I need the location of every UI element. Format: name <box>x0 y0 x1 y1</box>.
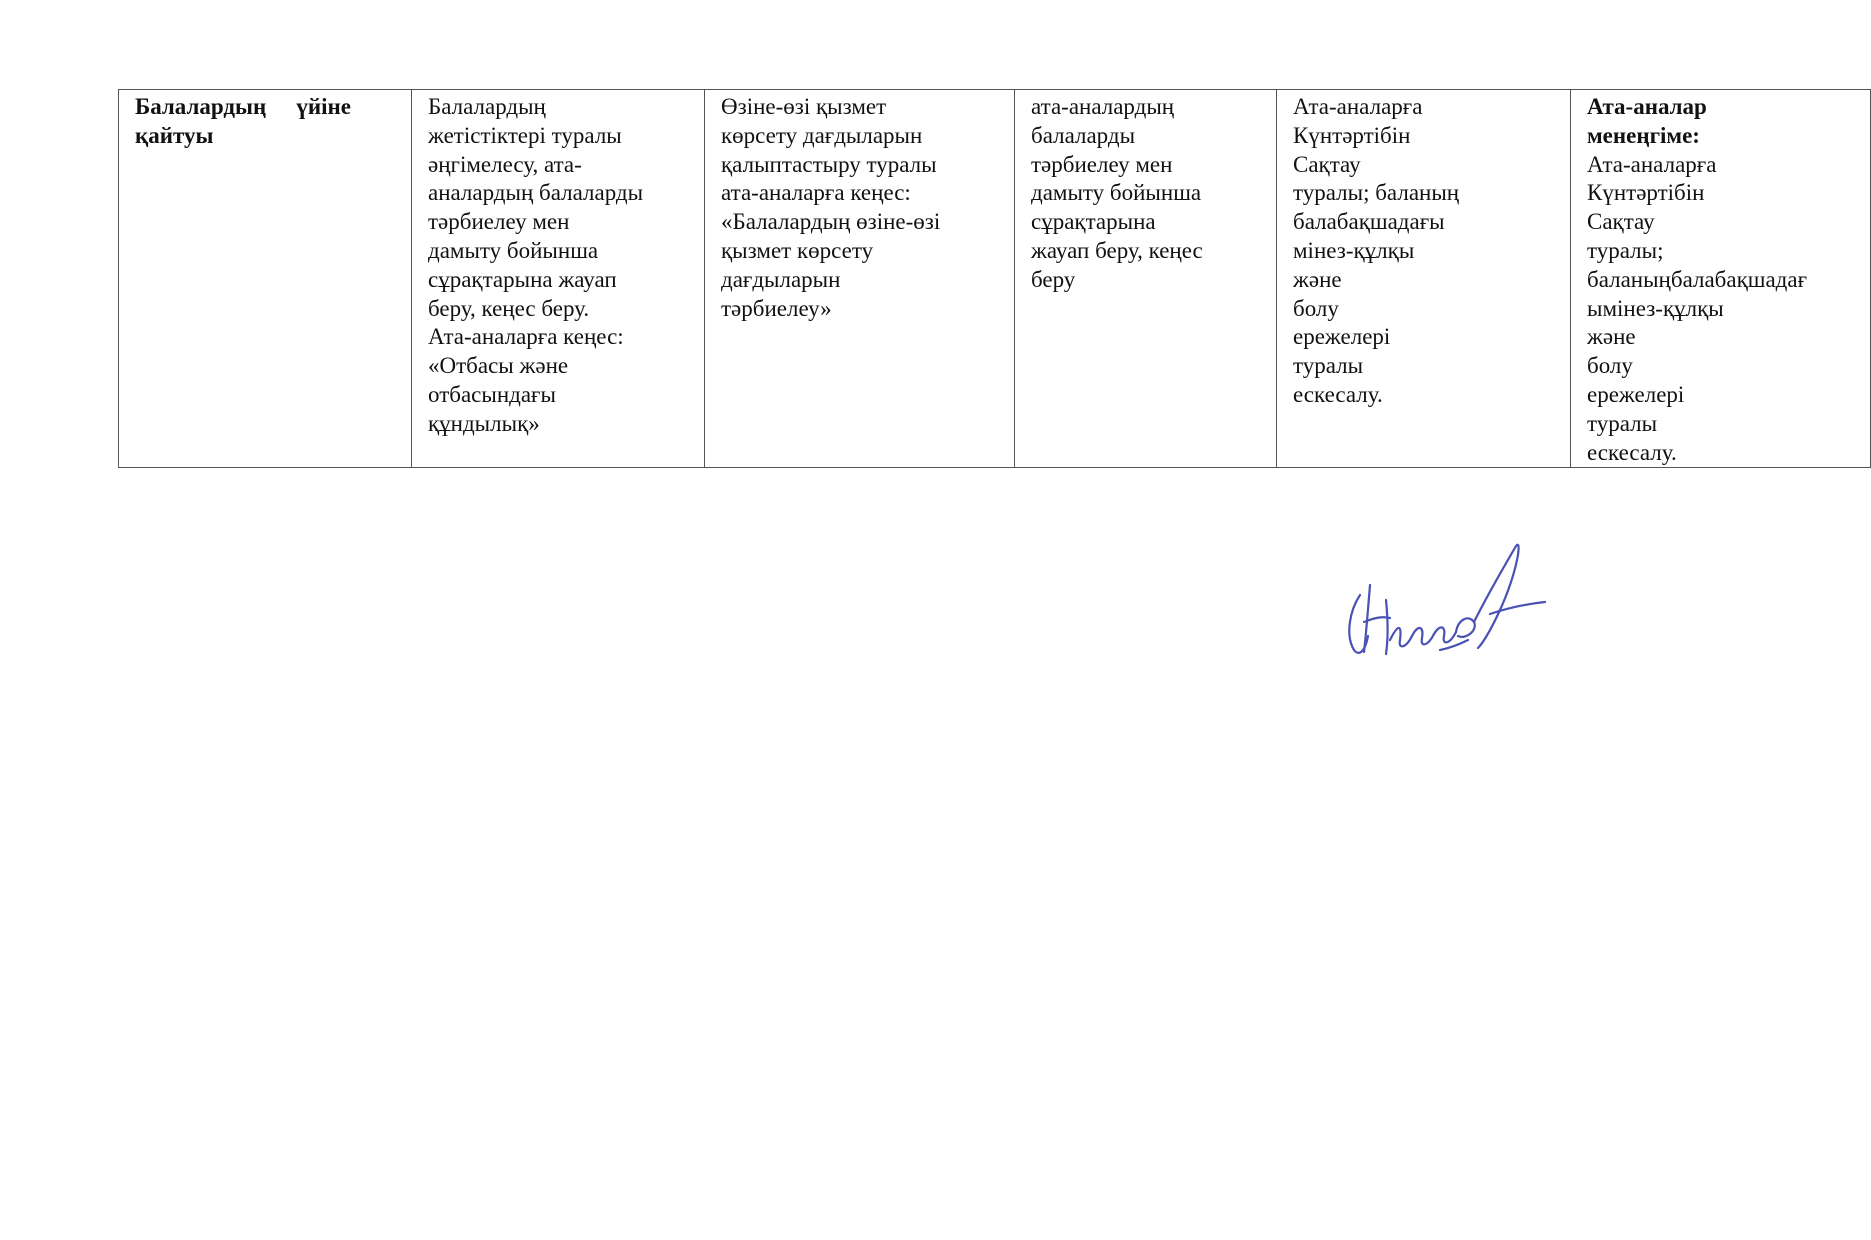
cell-text-line: қалыптастыру туралы <box>721 151 937 177</box>
cell-text-line: отбасындағы <box>428 381 556 407</box>
self-service-advice-cell <box>705 90 1015 468</box>
cell-heading-line: менеңгіме: <box>1587 122 1700 148</box>
cell-text-line: Ата-аналарға <box>1587 151 1717 177</box>
cell-text-line: дағдыларын <box>721 266 841 292</box>
cell-text-line: Күнтәртібін <box>1587 180 1705 206</box>
cell-text-line: беру <box>1031 266 1076 292</box>
cell-text-line: ескесалу. <box>1587 439 1677 465</box>
cell-text-line: сұрақтарына жауап <box>428 266 617 292</box>
table-row <box>119 90 1871 468</box>
cell-text-line: құндылық» <box>428 410 540 436</box>
cell-text-line: аналардың балаларды <box>428 180 644 206</box>
cell-text-line: Сақтау <box>1587 209 1655 235</box>
cell-text-line: жетістіктері туралы <box>428 122 622 148</box>
cell-text-line: қызмет көрсету <box>721 237 874 263</box>
cell-text-line: ескесалу. <box>1293 381 1383 407</box>
cell-text-line: туралы; баланың <box>1293 180 1460 206</box>
parents-questions-cell <box>1015 90 1277 468</box>
parents-conversation-cell <box>412 90 705 468</box>
cell-text-line: және <box>1587 324 1636 350</box>
parents-talk-body <box>1587 151 1860 468</box>
cell-text-line: көрсету дағдыларын <box>721 122 923 148</box>
cell-text-line: беру, кеңес беру. <box>428 295 590 321</box>
cell-text-line: Балалардың <box>428 94 546 119</box>
cell-text-line: «Балалардың өзіне-өзі <box>721 209 941 235</box>
cell-text-line: ата-аналардың <box>1031 94 1175 119</box>
cell-text-line: ережелері <box>1587 381 1685 407</box>
cell-text-line: әңгімелесу, ата- <box>428 151 582 177</box>
cell-text-line: дамыту бойынша <box>428 237 599 263</box>
cell-heading-line: Ата-аналар <box>1587 94 1707 119</box>
routine-reminder-cell <box>1277 90 1571 468</box>
cell-text-line: және <box>1293 266 1342 292</box>
cell-text-line: дамыту бойынша <box>1031 180 1202 206</box>
cell-text-line: жауап беру, кеңес <box>1031 237 1203 263</box>
cell-text-line: мінез-құлқы <box>1293 237 1415 263</box>
regime-moment-title-line1: Балалардың үйіне <box>135 94 351 119</box>
cell-text-line: болу <box>1293 295 1339 321</box>
cell-text-line: ережелері <box>1293 324 1391 350</box>
cell-text-line: туралы <box>1587 410 1658 436</box>
cell-text-line: ымінез-құлқы <box>1587 295 1724 321</box>
cell-text-line: Сақтау <box>1293 151 1361 177</box>
cell-text-line: туралы; <box>1587 237 1664 263</box>
cell-text-line: тәрбиелеу» <box>721 295 832 321</box>
daily-plan-table <box>118 89 1871 468</box>
cell-text-line: «Отбасы және <box>428 353 569 379</box>
cell-text-line: Өзіне-өзі қызмет <box>721 94 887 119</box>
cell-text-line: балаларды <box>1031 122 1136 148</box>
cell-text-line: балабақшадағы <box>1293 209 1445 235</box>
parents-talk-heading <box>1587 93 1860 151</box>
cell-text-line: баланыңбалабақшадағ <box>1587 266 1808 292</box>
cell-text-line: тәрбиелеу мен <box>428 209 570 235</box>
cell-text-line: ата-аналарға кеңес: <box>721 180 911 206</box>
cell-text-line: Ата-аналарға <box>1293 94 1423 119</box>
regime-moment-cell <box>119 90 412 468</box>
cell-text-line: Ата-аналарға кеңес: <box>428 324 624 350</box>
cell-text-line: Күнтәртібін <box>1293 122 1411 148</box>
handwritten-signature <box>1340 540 1550 670</box>
cell-text-line: тәрбиелеу мен <box>1031 151 1173 177</box>
parents-talk-cell <box>1571 90 1871 468</box>
regime-moment-title-line2: қайтуы <box>135 122 214 148</box>
cell-text-line: туралы <box>1293 353 1364 379</box>
cell-text-line: сұрақтарына <box>1031 209 1156 235</box>
cell-text-line: болу <box>1587 353 1633 379</box>
